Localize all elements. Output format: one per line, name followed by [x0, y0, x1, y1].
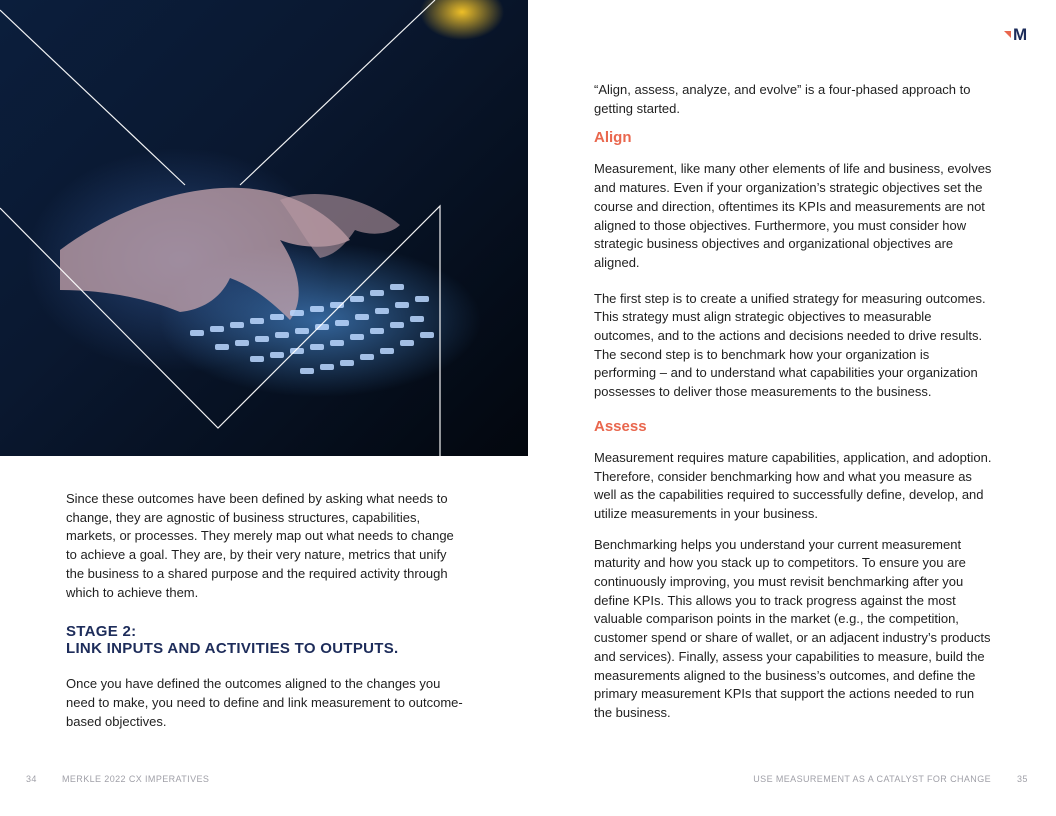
stage-heading-line-1: STAGE 2:	[66, 623, 137, 641]
merkle-logo	[1003, 24, 1033, 44]
assess-paragraph-1: Measurement requires mature capabilities, application, and adoption. Therefore, consider benchmarking how and what you measure as well as the capabilities required to successfully define, develop, and utilize measurements in your business.	[594, 449, 992, 521]
align-heading: Align	[594, 129, 632, 147]
right-page-number: 35	[1017, 774, 1028, 784]
hand-shape-second	[280, 194, 400, 258]
assess-paragraph-2: Benchmarking helps you understand your current measurement maturity and how you stack up to competitors. To ensure you are continuously improving, you must revisit benchmarking after you define KPIs. This allows you to track progress against the most valuable comparison points in the market (e.g., the competition, customer spend or share of wallet, or an adjacent industry’s products and services). Finally, assess your capabilities to measure, build the measurements aligned to the business’s outcomes, and define the primary measurement KPIs that support the actions needed to run the business.	[594, 536, 991, 720]
svg-text:M: M	[1013, 25, 1028, 44]
hero-photo-keyboard	[0, 0, 528, 456]
photo-illustration	[0, 0, 528, 456]
right-footer-title: USE MEASUREMENT AS A CATALYST FOR CHANGE	[753, 774, 991, 784]
right-page-content	[594, 81, 992, 723]
align-paragraph-2: The first step is to create a unified strategy for measuring outcomes. This strategy must align strategic objectives to measurable outcomes, and to the actions and decisions needed to drive results. The second step is to benchmark how your organization is performing – and to understand what capabilities your organization possesses to deliver those measurements to the business.	[594, 290, 986, 400]
left-paragraph-1: Since these outcomes have been defined by asking what needs to change, they are agnostic of business structures, capabilities, markets, or processes. They merely map out what needs to change to achieve a goal. They are, by their very nature, metrics that unify the business to a shared purpose and the required activity through which to achieve them.	[66, 491, 454, 600]
align-paragraph-1: Measurement, like many other elements of life and business, evolves and matures. Even if your organization’s strategic objectives set the course and direction, oftentimes its KPIs and measurements are not aligned to those objectives. Furthermore, you must consider how strategic business objectives and organizational objectives are aligned.	[594, 161, 992, 270]
left-footer-title: MERKLE 2022 CX IMPERATIVES	[62, 774, 210, 784]
intro-paragraph: “Align, assess, analyze, and evolve” is a four-phased approach to getting started.	[594, 82, 971, 116]
stage-heading-line-2: LINK INPUTS AND ACTIVITIES TO OUTPUTS.	[66, 640, 399, 658]
keyboard-keys	[190, 284, 434, 374]
left-page-number: 34	[26, 774, 37, 784]
merkle-logo-mark	[1003, 24, 1033, 44]
left-paragraph-2: Once you have defined the outcomes aligned to the changes you need to make, you need to define and link measurement to outcome-based objectives.	[66, 676, 463, 729]
stage-2-heading	[66, 623, 466, 657]
assess-heading: Assess	[594, 417, 647, 435]
left-page-content	[66, 490, 466, 731]
